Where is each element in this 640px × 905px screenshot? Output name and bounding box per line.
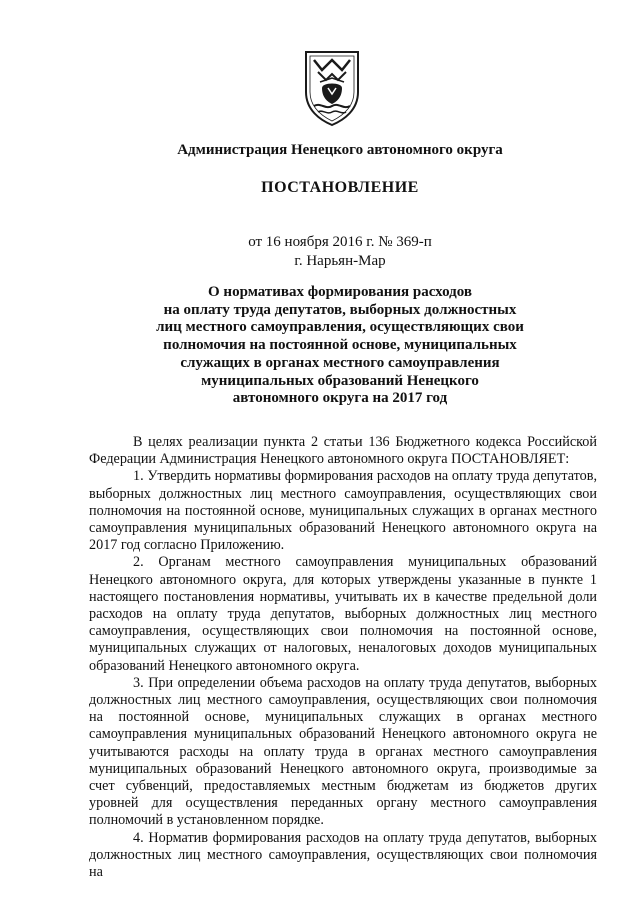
title-line: на оплату труда депутатов, выборных должностных <box>163 301 517 318</box>
organization-name: Администрация Ненецкого автономного округа <box>177 142 503 158</box>
preamble-paragraph: В целях реализации пункта 2 статьи 136 Бюджетного кодекса Российской Федерации Администрация Ненецкого автономного округа ПОСТАНОВЛЯЕТ: <box>89 434 597 468</box>
document-date-number: от 16 ноября 2016 г. № 369-п <box>248 234 432 250</box>
title-line: полномочия на постоянной основе, муниципальных <box>163 337 517 354</box>
title-line: служащих в органах местного самоуправления <box>180 354 500 371</box>
title-line: лиц местного самоуправления, осуществляющих свои <box>156 319 524 336</box>
coat-of-arms-icon <box>300 48 364 128</box>
title-line: муниципальных образований Ненецкого <box>201 372 479 389</box>
title-line: автономного округа на 2017 год <box>232 390 448 407</box>
document-title <box>120 284 560 408</box>
clause-paragraph-1: 1. Утвердить нормативы формирования расходов на оплату труда депутатов, выборных должностных лиц местного самоуправления, осуществляющих свои полномочия на постоянной основе, муниципальных служащих в органах местного самоуправления муниципальных образований Ненецкого автономного округа на 2017 год согласно Приложению. <box>89 468 597 554</box>
document-city: г. Нарьян-Мар <box>294 253 386 269</box>
document-type: ПОСТАНОВЛЕНИЕ <box>261 179 419 196</box>
document-body <box>89 434 597 881</box>
clause-paragraph-2: 2. Органам местного самоуправления муниципальных образований Ненецкого автономного округа, для которых утверждены указанные в пункте 1 настоящего постановления нормативы, учитывать их в качестве предельной доли расходов на оплату труда депутатов, выборных должностных лиц местного самоуправления, осуществляющих свои полномочия на постоянной основе, муниципальных служащих от налоговых, неналоговых доходов муниципальных образований Ненецкого автономного округа. <box>89 554 597 674</box>
clause-paragraph-4: 4. Норматив формирования расходов на оплату труда депутатов, выборных должностных лиц местного самоуправления, осуществляющих свои полномочия на <box>89 829 597 881</box>
title-line: О нормативах формирования расходов <box>208 284 472 300</box>
clause-paragraph-3: 3. При определении объема расходов на оплату труда депутатов, выборных должностных лиц местного самоуправления, осуществляющих свои полномочия на постоянной основе, муниципальных служащих в органах местного самоуправления муниципальных образований Ненецкого автономного округа не учитываются расходы на оплату труда в органах местного самоуправления муниципальных образований Ненецкого автономного округа, производимые за счет субвенций, предоставляемых местным бюджетам из бюджетов других уровней для осуществления переданных органу местного самоуправления полномочий в установленном порядке. <box>89 674 597 829</box>
